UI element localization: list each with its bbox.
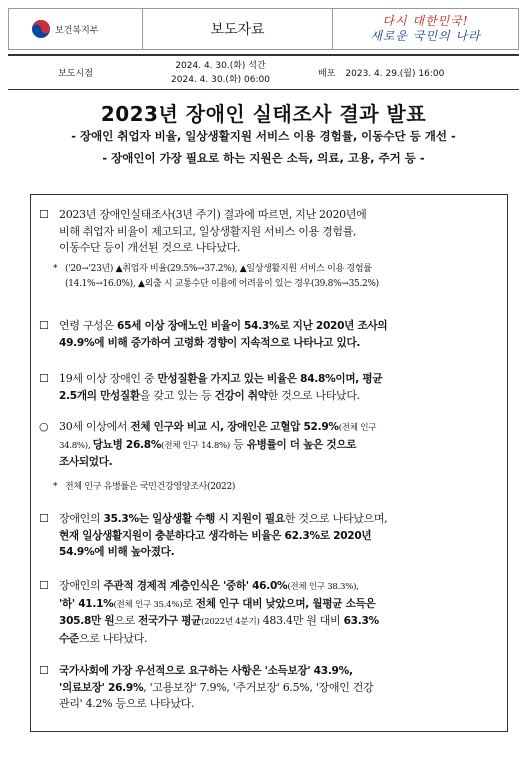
square-bullet: ☐ <box>39 512 49 525</box>
note-marker: * <box>53 482 58 492</box>
distribution-info <box>298 56 519 89</box>
slogan-line2: 새로운 국민의 나라 <box>370 29 481 43</box>
release-time-evening: 2024. 4. 30.(화) 석간 <box>175 60 266 71</box>
subtitle-2: - 장애인이 가장 필요로 하는 지원은 소득, 의료, 고용, 주거 등 - <box>102 151 425 165</box>
ministry-logo <box>8 8 143 50</box>
paragraph-5: 장애인의 주관적 경제적 계층인식은 '중하' 46.0%(전체 인구 38.3%), '하' 41.1%(전체 인구 35.4%)로 전체 인구 대비 낮았으며, 월평균 소득은 305.8만 원으로 전국가구 평균(2022년 4분기) 483.4만 원 대비 63.3% 수준으로 나타났다. <box>59 579 379 645</box>
circle-bullet: ○ <box>39 420 49 433</box>
paragraph-4: 장애인의 35.3%는 일상생활 수행 시 지원이 필요한 것으로 나타났으며, 현재 일상생활지원이 충분하다고 생각하는 비율은 62.3%로 2020년 54.9%에 비해 높아졌다. <box>59 512 388 558</box>
note-1: ('20→'23년) ▲취업자 비율(29.5%→37.2%), ▲일상생활지원 서비스 이용 경험률 (14.1%→16.0%), ▲외출 시 교통수단 이용에 어려움이 있는 경우(39.8%→35.2%) <box>65 264 379 289</box>
paragraph-3: 19세 이상 장애인 중 만성질환을 가지고 있는 비율은 84.8%이며, 평균 2.5개의 만성질환을 갖고 있는 등 건강이 취약한 것으로 나타났다. <box>59 372 383 402</box>
taegeuk-logo-icon <box>31 19 51 39</box>
square-bullet: ☐ <box>39 208 49 221</box>
square-bullet: ☐ <box>39 372 49 385</box>
content-box <box>30 194 508 732</box>
distribution-label: 배포 <box>318 69 336 79</box>
square-bullet: ☐ <box>39 664 49 677</box>
slogan <box>333 8 519 50</box>
release-label: 보도시점 <box>58 69 93 79</box>
release-times <box>143 56 298 89</box>
press-release-label: 보도자료 <box>143 8 333 50</box>
paragraph-6: 국가사회에 가장 우선적으로 요구하는 사항은 '소득보장' 43.9%, '의료보장' 26.9%, '고용보장' 7.9%, '주거보장' 6.5%, '장애인 건강 관리' 4.2% 등으로 나타났다. <box>59 665 374 710</box>
subtitle-1: - 장애인 취업자 비율, 일상생활지원 서비스 이용 경험률, 이동수단 등 개선 - <box>71 129 456 143</box>
square-bullet: ☐ <box>39 579 49 592</box>
paragraph-1: 2023년 장애인실태조사(3년 주기) 결과에 따르면, 지난 2020년에 비해 취업자 비율이 제고되고, 일상생활지원 서비스 이용 경험률, 이동수단 등이 개선된 것으로 나타났다. <box>59 208 367 254</box>
release-time-online: 2024. 4. 30.(화) 06:00 <box>171 74 270 85</box>
square-bullet: ☐ <box>39 319 49 332</box>
release-info <box>8 54 519 90</box>
page-title: 2023년 장애인 실태조사 결과 발표 <box>100 102 427 126</box>
slogan-line1: 다시 대한민국! <box>382 14 469 28</box>
sub-paragraph-1: 30세 이상에서 전체 인구와 비교 시, 장애인은 고혈압 52.9%(전체 인구 34.8%), 당뇨병 26.8%(전체 인구 14.8%) 등 유병률이 더 높은 것으로 조사되었다. <box>59 420 377 468</box>
paragraph-2: 연령 구성은 65세 이상 장애노인 비율이 54.3%로 지난 2020년 조사의 49.9%에 비해 증가하여 고령화 경향이 지속적으로 나타나고 있다. <box>59 319 388 349</box>
note-marker: * <box>53 264 58 274</box>
logo-text: 보건복지부 <box>55 25 99 36</box>
header <box>8 8 519 50</box>
distribution-time: 2023. 4. 29.(월) 16:00 <box>345 69 445 79</box>
note-2: 전체 인구 유병률은 국민건강영양조사(2022) <box>65 482 236 492</box>
